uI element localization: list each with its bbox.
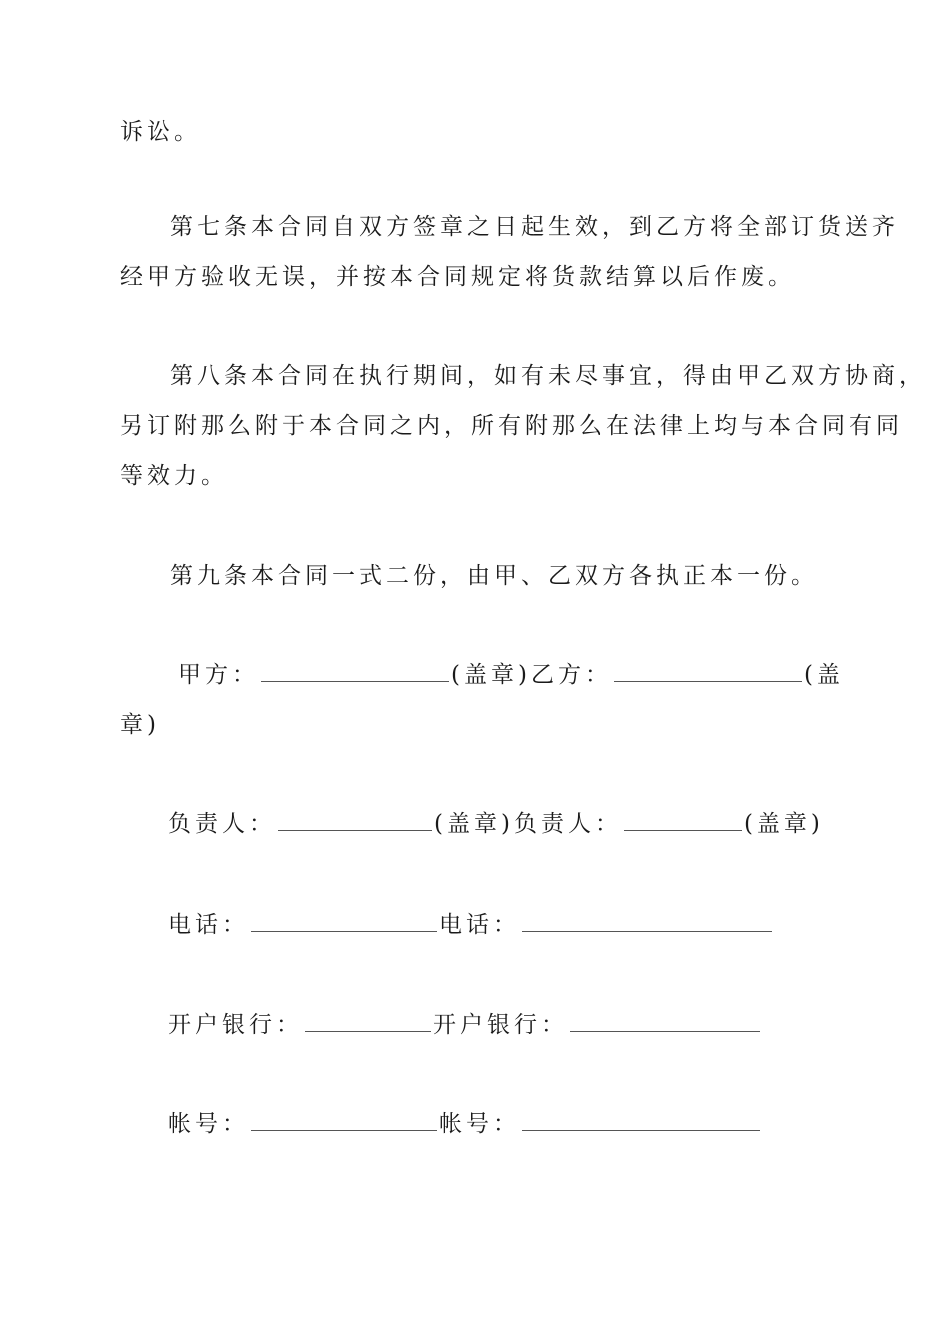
responsible-b-label: 负责人：	[513, 811, 622, 837]
bank-b-blank[interactable]	[570, 1011, 760, 1032]
account-b-blank[interactable]	[522, 1110, 760, 1131]
responsible-b-seal: (盖章)	[743, 811, 824, 837]
party-row	[178, 660, 844, 690]
account-row	[168, 1109, 762, 1139]
party-b-seal-end: 章)	[120, 712, 160, 738]
phone-a-blank[interactable]	[251, 911, 437, 932]
bank-row	[168, 1010, 762, 1040]
responsible-a-blank[interactable]	[278, 810, 432, 831]
party-b-seal-start: (盖	[803, 662, 844, 688]
bank-b-label: 开户银行：	[433, 1012, 568, 1038]
party-a-blank[interactable]	[261, 661, 449, 682]
bank-a-blank[interactable]	[305, 1011, 431, 1032]
party-a-seal: (盖章)	[451, 662, 531, 688]
responsible-row	[168, 809, 824, 839]
phone-row	[168, 910, 774, 940]
responsible-b-blank[interactable]	[624, 810, 742, 831]
party-a-label: 甲方：	[178, 662, 259, 688]
account-a-label: 帐号：	[168, 1111, 249, 1137]
account-b-label: 帐号：	[439, 1111, 520, 1137]
account-a-blank[interactable]	[251, 1110, 437, 1131]
text-line-litigation: 诉讼。	[120, 119, 201, 145]
article-8-line-2: 另订附那么附于本合同之内，所有附那么在法律上均与本合同有同	[120, 413, 903, 439]
phone-b-blank[interactable]	[522, 911, 772, 932]
phone-a-label: 电话：	[168, 912, 249, 938]
party-b-blank[interactable]	[614, 661, 802, 682]
responsible-a-seal: (盖章)	[434, 811, 514, 837]
responsible-a-label: 负责人：	[168, 811, 276, 837]
article-7-line-2: 经甲方验收无误，并按本合同规定将货款结算以后作废。	[120, 264, 795, 290]
article-7-line-1: 第七条本合同自双方签章之日起生效，到乙方将全部订货送齐	[170, 214, 899, 240]
bank-a-label: 开户银行：	[168, 1012, 303, 1038]
article-8-line-3: 等效力。	[120, 463, 228, 489]
article-8-line-1: 第八条本合同在执行期间，如有未尽事宜，得由甲乙双方协商，	[170, 363, 926, 389]
phone-b-label: 电话：	[439, 912, 520, 938]
party-b-label: 乙方：	[530, 662, 612, 688]
article-9-line-1: 第九条本合同一式二份，由甲、乙双方各执正本一份。	[170, 563, 818, 589]
